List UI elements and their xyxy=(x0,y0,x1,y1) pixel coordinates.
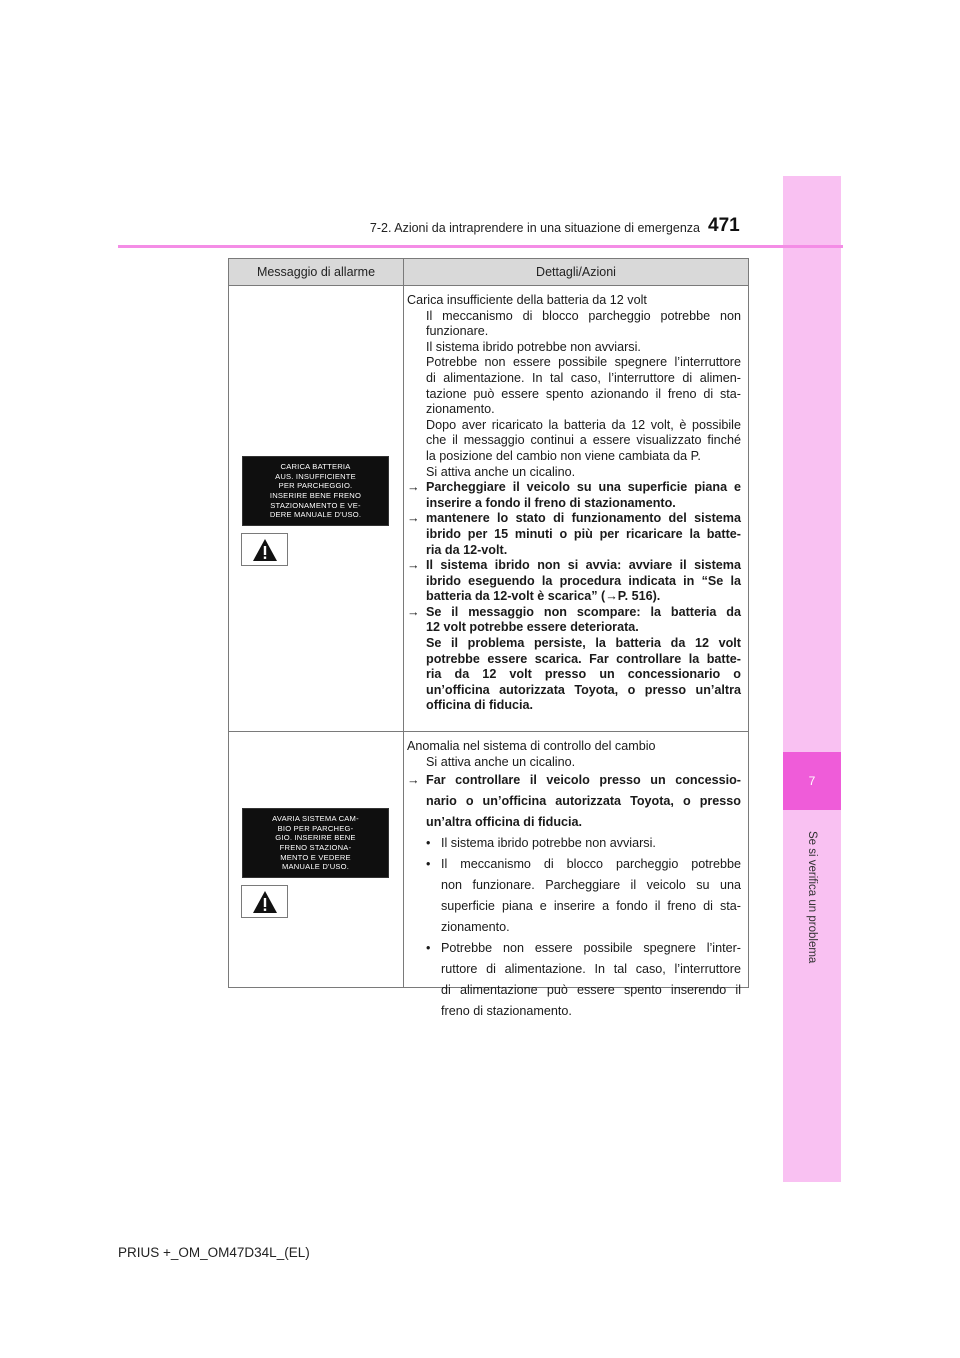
action-line: ria da 12 volt presso un concessionario o xyxy=(426,667,741,682)
detail-line: funzionare. xyxy=(426,324,489,339)
bullet-icon: • xyxy=(426,857,431,872)
chapter-side-tab xyxy=(783,176,841,1182)
action-item xyxy=(407,511,741,558)
action-line: potrebbe essere scarica. Far controllare la batte- xyxy=(426,651,741,666)
action-line: un’officina autorizzata Toyota, o presso un’altra xyxy=(426,682,741,697)
bullet-line: Potrebbe non essere possibile spegnere l’inter- xyxy=(441,941,741,956)
display-line: INSERIRE BENE FRENO xyxy=(269,491,362,500)
action-line: ibrido per 15 minuti o più per ricaricare la batte- xyxy=(426,526,741,541)
display-message-shift-system xyxy=(242,808,389,878)
action-line: officina di fiducia. xyxy=(426,698,534,713)
display-line: AUS. INSUFFICIENTE xyxy=(275,471,356,481)
arrow-icon: → xyxy=(407,604,420,619)
details-low-battery xyxy=(407,293,741,714)
arrow-icon: → xyxy=(407,480,420,495)
table-header xyxy=(229,259,748,286)
detail-title: Carica insufficiente della batteria da 12 volt xyxy=(407,293,647,307)
action-line: Far controllare il veicolo presso un concessio- xyxy=(426,773,741,788)
bullet-item xyxy=(407,854,741,938)
bullet-line: freno di stazionamento. xyxy=(441,1004,572,1019)
detail-line: zionamento. xyxy=(426,402,495,417)
bullet-line: non funzionare. Parcheggiare il veicolo su una xyxy=(441,878,741,893)
display-line: STAZIONAMENTO E VE- xyxy=(270,500,361,510)
action-item xyxy=(407,770,741,833)
column-header-details: Dettagli/Azioni xyxy=(536,265,616,279)
page-number: 471 xyxy=(708,215,740,236)
detail-line: di alimentazione. In tal caso, l’interruttore di alimen- xyxy=(426,370,741,385)
display-line: BIO PER PARCHEG- xyxy=(277,823,354,833)
action-line: un’altra officina di fiducia. xyxy=(426,815,583,830)
bullet-line: Il sistema ibrido potrebbe non avviarsi. xyxy=(441,836,656,851)
bullet-item xyxy=(407,833,741,854)
bullet-icon: • xyxy=(426,941,431,956)
bullet-item xyxy=(407,938,741,1022)
action-line: Il sistema ibrido non si avvia: avviare il sistema xyxy=(426,558,741,573)
detail-line: Si attiva anche un cicalino. xyxy=(426,754,576,769)
bullet-icon: • xyxy=(426,836,431,851)
warning-message-table xyxy=(228,258,749,1019)
display-line: GIO. INSERIRE BENE xyxy=(275,833,356,843)
detail-line: la posizione del cambio non viene cambiata da P. xyxy=(426,448,701,463)
page-reference-link[interactable]: P. 516). xyxy=(617,589,661,604)
arrow-icon: → xyxy=(407,511,420,526)
detail-title: Anomalia nel sistema di controllo del cambio xyxy=(407,739,656,753)
detail-line: Si attiva anche un cicalino. xyxy=(426,464,576,479)
detail-line: che il messaggio continui a essere visualizzato finché xyxy=(426,433,741,448)
section-title: 7-2. Azioni da intraprendere in una situazione di emergenza xyxy=(369,221,700,235)
detail-line: Il meccanismo di blocco parcheggio potrebbe non xyxy=(426,308,741,323)
warning-triangle-icon xyxy=(241,885,288,918)
row-divider xyxy=(229,731,748,732)
display-line: DERE MANUALE D'USO. xyxy=(269,510,362,520)
detail-line: Potrebbe non essere possibile spegnere l’interruttore xyxy=(426,355,741,370)
action-item xyxy=(407,605,741,714)
chapter-title: Se si verifica un problema xyxy=(806,831,818,964)
display-line: AVARIA SISTEMA CAM- xyxy=(272,814,359,824)
detail-line: Il sistema ibrido potrebbe non avviarsi. xyxy=(426,339,641,354)
detail-line: Dopo aver ricaricato la batteria da 12 volt, è possibile xyxy=(426,417,741,432)
action-line: ibrido eseguendo la procedura indicata in “Se la xyxy=(426,573,741,588)
action-item xyxy=(407,480,741,511)
action-line xyxy=(426,589,741,605)
display-line: PER PARCHEGGIO. xyxy=(278,481,353,491)
footer-model-code: PRIUS +_OM_OM47D34L_(EL) xyxy=(118,1245,310,1260)
display-message-low-battery xyxy=(242,456,389,526)
bullet-line: Il meccanismo di blocco parcheggio potrebbe xyxy=(441,857,741,872)
action-line: nario o un’officina autorizzata Toyota, o presso xyxy=(426,794,741,809)
bullet-line: ruttore di alimentazione. In tal caso, l’interruttore xyxy=(441,962,741,977)
display-line: FRENO STAZIONA- xyxy=(279,843,352,852)
chapter-number: 7 xyxy=(783,752,841,810)
action-line: inserire a fondo il freno di stazionamento. xyxy=(426,495,676,510)
column-header-message: Messaggio di allarme xyxy=(256,265,376,279)
display-line: MENTO E VEDERE xyxy=(280,852,351,862)
display-line: MANUALE D'USO. xyxy=(281,862,350,872)
detail-line: tazione può essere spento azionando il freno di sta- xyxy=(426,386,741,401)
warning-triangle-icon xyxy=(241,533,288,566)
action-line: 12 volt potrebbe essere deteriorata. xyxy=(426,620,639,635)
bullet-line: di alimentazione può essere spento inserendo il xyxy=(441,983,741,998)
arrow-icon: → xyxy=(605,589,618,604)
action-line: Parcheggiare il veicolo su una superficie piana e xyxy=(426,480,741,495)
action-line: Se il messaggio non scompare: la batteria da xyxy=(426,604,741,619)
action-text: batteria da 12-volt è scarica” ( xyxy=(426,589,606,604)
details-shift-system xyxy=(407,739,741,1022)
header-rule xyxy=(118,245,843,248)
column-divider xyxy=(403,259,404,987)
bullet-line: zionamento. xyxy=(441,920,510,935)
action-item xyxy=(407,558,741,605)
arrow-icon: → xyxy=(407,773,420,788)
action-line: ria da 12-volt. xyxy=(426,542,508,557)
action-line: mantenere lo stato di funzionamento del sistema xyxy=(426,511,741,526)
arrow-icon: → xyxy=(407,558,420,573)
bullet-line: superficie piana e inserire a fondo il freno di sta- xyxy=(441,899,741,914)
action-line: Se il problema persiste, la batteria da 12 volt xyxy=(426,636,741,651)
display-line: CARICA BATTERIA xyxy=(280,462,351,472)
